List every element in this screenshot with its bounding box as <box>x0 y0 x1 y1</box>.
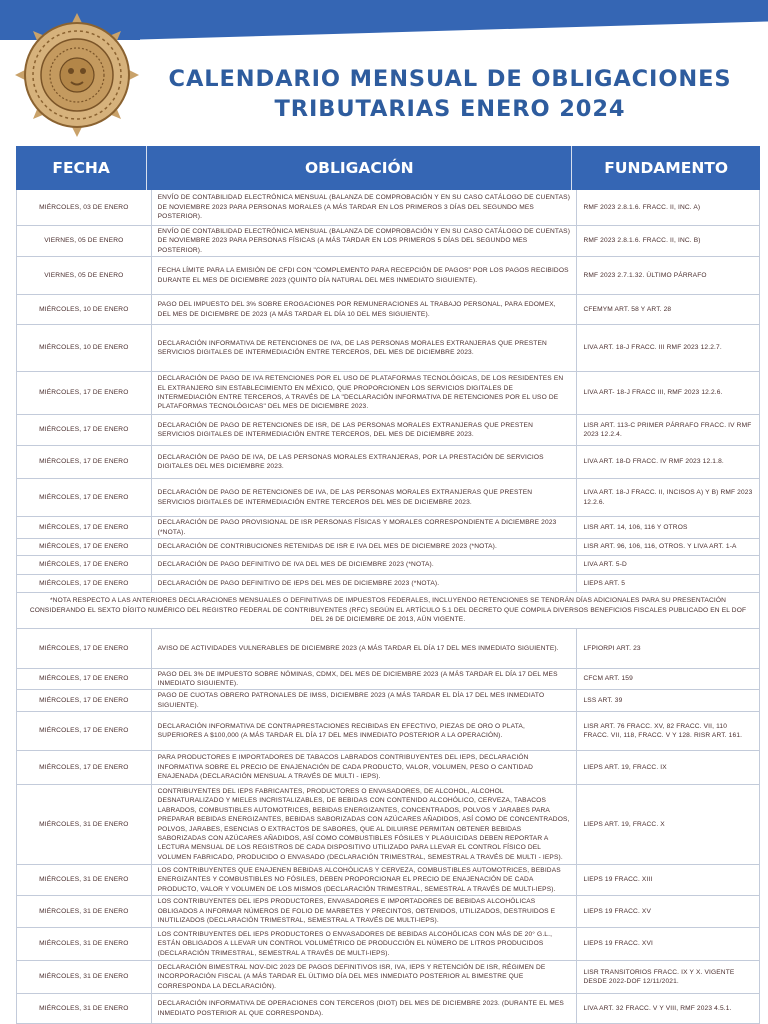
obligation-cell: DECLARACIÓN DE PAGO DE RETENCIONES DE ISR, DE LAS PERSONAS MORALES EXTRANJERAS QUE PRESTEN SERVICIOS DIGITALES DE INTERMEDIACIÓN ENTRE TERCEROS, DEL MES DE DICIEMBRE 2023. <box>152 415 578 445</box>
table-row <box>16 226 760 257</box>
date-cell: MIÉRCOLES, 17 DE ENERO <box>17 556 152 574</box>
table-row <box>16 785 760 865</box>
table-row <box>16 575 760 593</box>
basis-cell: LISR ART. 76 FRACC. XV, 82 FRACC. VII, 110 FRACC. VII, 118, FRACC. V Y 128. RISR ART. 161. <box>583 722 743 739</box>
date-cell: MIÉRCOLES, 17 DE ENERO <box>17 575 152 592</box>
table-row <box>16 372 760 415</box>
table-row <box>16 295 760 325</box>
date-cell: MIÉRCOLES, 17 DE ENERO <box>17 517 152 538</box>
aztec-calendar-logo <box>14 12 140 138</box>
obligation-cell: DECLARACIÓN BIMESTRAL NOV-DIC 2023 DE PAGOS DEFINITIVOS ISR, IVA, IEPS Y RETENCIÓN DE ISR, RÉGIMEN DE INCORPORACIÓN FISCAL (A MÁS TARDAR EL ÚLTIMO DÍA DEL MES INMEDIATO POSTERIOR AL BIMESTRE QUE CORRESPONDA LA DECLARACIÓN). <box>152 961 578 993</box>
date-cell: MIÉRCOLES, 17 DE ENERO <box>17 751 152 784</box>
table-row <box>16 539 760 556</box>
table-note: *NOTA RESPECTO A LAS ANTERIORES DECLARACIONES MENSUALES O DEFINITIVAS DE IMPUESTOS FEDERALES, INCLUYENDO RETENCIONES SE TENDRÁN DÍAS ADICIONALES PARA SU PRESENTACIÓN CONSIDERANDO EL SEXTO DÍGITO NUMÉRICO DEL REGISTRO FEDERAL DE CONTRIBUYENTES (RFC) SEGÚN EL ARTÍCULO 5.1 DEL DECRETO QUE COMPILA DIVERSOS BENEFICIOS FISCALES PUBLICADO EN EL DOF DEL 26 DE DICIEMBRE DE 2013, AÚN VIGENTE. <box>16 593 760 629</box>
table-row <box>16 751 760 785</box>
obligation-cell: CONTRIBUYENTES DEL IEPS FABRICANTES, PRODUCTORES O ENVASADORES, DE ALCOHOL, ALCOHOL DESNATURALIZADO Y MIELES INCRISTALIZABLES, DE BEBIDAS CON CONTENIDO ALCOHÓLICO, CERVEZA, TABACOS LABRADOS, COMBUSTIBLES AUTOMOTRICES, BEBIDAS ENERGIZANTES, CONCENTRADOS, POLVOS Y JARABES PARA PREPARAR BEBIDAS ENERGIZANTES, BEBIDAS SABORIZADAS CON AZÚCARES AÑADIDOS, ASÍ COMO DE CONCENTRADOS, POLVOS, JARABES, ESENCIAS O EXTRACTOS DE SABORES, QUE AL DILUIRSE PERMITAN OBTENER BEBIDAS SABORIZADAS CON AZÚCARES AÑADIDOS, ASÍ COMO COMBUSTIBLES FÓSILES Y PLAGUICIDAS DEBEN REPORTAR A LECTURA MENSUAL DE LOS REGISTROS DE CADA DISPOSITIVO UTILIZADO PARA LLEVAR EL CONTROL FÍSICO DEL VOLUMEN FABRICADO, PRODUCIDO O ENVASADO (DECLARACIÓN TRIMESTRAL, SEMESTRAL A TRAVÉS DE MULTI - IEPS). <box>152 785 578 864</box>
header-obligacion: OBLIGACIÓN <box>147 146 572 190</box>
basis-cell: LIVA ART. 18-J FRACC. III RMF 2023 12.2.7. <box>583 344 722 352</box>
obligation-cell: LOS CONTRIBUYENTES DEL IEPS PRODUCTORES, ENVASADORES E IMPORTADORES DE BEBIDAS ALCOHÓLICAS OBLIGADOS A INFORMAR NÚMEROS DE FOLIO DE MARBETES Y PRECINTOS, OBTENIDOS, UTILIZADOS, DESTRUIDOS E INUTILIZADOS (DECLARACIÓN TRIMESTRAL, SEMESTRAL A TRAVÉS DE MULTI-IEPS). <box>152 896 578 927</box>
basis-cell: LIVA ART. 5-D <box>583 561 627 569</box>
obligation-cell: DECLARACIÓN DE PAGO DEFINITIVO DE IVA DEL MES DE DICIEMBRE 2023 (*NOTA). <box>152 556 578 574</box>
table-row <box>16 669 760 690</box>
date-cell: VIERNES, 05 DE ENERO <box>17 257 152 294</box>
basis-cell: LIEPS ART. 19, FRACC. X <box>583 820 665 828</box>
table-row <box>16 896 760 928</box>
basis-cell: LIEPS ART. 19, FRACC. IX <box>583 763 667 771</box>
basis-cell: LIVA ART. 18-D FRACC. IV RMF 2023 12.1.8. <box>583 458 724 466</box>
table-row <box>16 994 760 1024</box>
table-row <box>16 712 760 751</box>
basis-cell: LIEPS 19 FRACC. XIII <box>583 876 653 884</box>
obligation-cell: LOS CONTRIBUYENTES DEL IEPS PRODUCTORES O ENVASADORES DE BEBIDAS ALCOHÓLICAS CON MÁS DE 20° G.L., ESTÁN OBLIGADOS A LLEVAR UN CONTROL VOLUMÉTRICO DE PRODUCCIÓN EL NÚMERO DE LITROS PRODUCIDOS (DECLARACIÓN TRIMESTRAL, SEMESTRAL A TRAVÉS DE MULTI-IEPS). <box>152 928 578 960</box>
obligation-cell: PARA PRODUCTORES E IMPORTADORES DE TABACOS LABRADOS CONTRIBUYENTES DEL IEPS, DECLARACIÓN INFORMATIVA SOBRE EL PRECIO DE ENAJENACIÓN DE CADA PRODUCTO, VALOR, VOLUMEN, PESO O CANTIDAD ENAJENADA (DECLARACIÓN MENSUAL A TRAVÉS DE MULTI - IEPS). <box>152 751 578 784</box>
date-cell: MIÉRCOLES, 17 DE ENERO <box>17 415 152 445</box>
basis-cell: CFCM ART. 159 <box>583 675 633 683</box>
obligation-cell: DECLARACIÓN INFORMATIVA DE OPERACIONES CON TERCEROS (DIOT) DEL MES DE DICIEMBRE 2023. (DURANTE EL MES INMEDIATO POSTERIOR AL QUE CORRESPONDA). <box>152 994 578 1023</box>
rows-group-b <box>16 629 760 1024</box>
date-cell: MIÉRCOLES, 10 DE ENERO <box>17 295 152 324</box>
obligation-cell: DECLARACIÓN DE PAGO DEFINITIVO DE IEPS DEL MES DE DICIEMBRE 2023 (*NOTA). <box>152 575 578 592</box>
table-row <box>16 928 760 961</box>
table-row <box>16 479 760 517</box>
obligation-cell: AVISO DE ACTIVIDADES VULNERABLES DE DICIEMBRE 2023 (A MÁS TARDAR EL DÍA 17 DEL MES INMEDIATO SIGUIENTE). <box>152 629 578 668</box>
date-cell: MIÉRCOLES, 17 DE ENERO <box>17 669 152 689</box>
date-cell: MIÉRCOLES, 31 DE ENERO <box>17 896 152 927</box>
basis-cell: LFPIORPI ART. 23 <box>583 644 641 652</box>
basis-cell: LIVA ART. 18-J FRACC. II, INCISOS A) Y B) RMF 2023 12.2.6. <box>583 489 753 506</box>
basis-cell: RMF 2023 2.8.1.6. FRACC. II, INC. A) <box>583 203 701 211</box>
date-cell: MIÉRCOLES, 03 DE ENERO <box>17 190 152 225</box>
obligation-cell: DECLARACIÓN DE PAGO DE IVA RETENCIONES POR EL USO DE PLATAFORMAS TECNOLÓGICAS, DE LOS RESIDENTES EN EL EXTRANJERO SIN ESTABLECIMIENTO EN MÉXICO, QUE PROPORCIONEN LOS SERVICIOS DIGITALES DE INTERMEDIACIÓN ENTRE TERCEROS, A TRAVÉS DE LA "DECLARACIÓN INFORMATIVA DE RETENCIONES POR EL USO DE PLATAFORMAS TECNOLÓGICAS" DEL MES DE DICIEMBRE 2023. <box>152 372 578 414</box>
table-row <box>16 190 760 226</box>
obligations-table <box>16 146 760 1024</box>
table-row <box>16 556 760 575</box>
table-row <box>16 961 760 994</box>
obligation-cell: PAGO DEL 3% DE IMPUESTO SOBRE NÓMINAS, CDMX, DEL MES DE DICIEMBRE 2023 (A MÁS TARDAR EL DÍA 17 DEL MES INMEDIATO SIGUIENTE). <box>152 669 578 689</box>
basis-cell: LIEPS ART. 5 <box>583 579 626 587</box>
table-row <box>16 257 760 295</box>
table-header <box>16 146 760 190</box>
table-row <box>16 446 760 479</box>
header-fecha: FECHA <box>16 146 147 190</box>
page-title <box>150 64 750 124</box>
date-cell: MIÉRCOLES, 10 DE ENERO <box>17 325 152 371</box>
obligation-cell: LOS CONTRIBUYENTES QUE ENAJENEN BEBIDAS ALCOHÓLICAS Y CERVEZA, COMBUSTIBLES AUTOMOTRICES, BEBIDAS ENERGIZANTES Y COMBUSTIBLES NO FÓSILES, DEBEN PROPORCIONAR EL PRECIO DE ENAJENACIÓN DE CADA PRODUCTO, VALOR Y VOLUMEN DE LOS MISMOS (DECLARACIÓN TRIMESTRAL, SEMESTRAL A TRAVÉS DE MULTI-IEPS). <box>152 865 578 895</box>
table-row <box>16 517 760 539</box>
date-cell: MIÉRCOLES, 17 DE ENERO <box>17 479 152 516</box>
obligation-cell: DECLARACIÓN DE CONTRIBUCIONES RETENIDAS DE ISR E IVA DEL MES DE DICIEMBRE 2023 (*NOTA). <box>152 539 578 555</box>
obligation-cell: DECLARACIÓN INFORMATIVA DE CONTRAPRESTACIONES RECIBIDAS EN EFECTIVO, PIEZAS DE ORO O PLATA, SUPERIORES A $100,000 (A MÁS TARDAR EL DÍA 17 DEL MES INMEDIATO POSTERIOR A LA OPERACIÓN). <box>152 712 578 750</box>
obligation-cell: DECLARACIÓN DE PAGO PROVISIONAL DE ISR PERSONAS FÍSICAS Y MORALES CORRESPONDIENTE A DICIEMBRE 2023 (*NOTA). <box>152 517 578 538</box>
obligation-cell: DECLARACIÓN DE PAGO DE RETENCIONES DE IVA, DE LAS PERSONAS MORALES EXTRANJERAS QUE PRESTEN SERVICIOS DIGITALES DE INTERMEDIACIÓN ENTRE TERCEROS DEL MES DE DICIEMBRE 2023. <box>152 479 578 516</box>
obligation-cell: DECLARACIÓN INFORMATIVA DE RETENCIONES DE IVA, DE LAS PERSONAS MORALES EXTRANJERAS QUE PRESTEN SERVICIOS DIGITALES DE INTERMEDIACIÓN ENTRE TERCEROS, DEL MES DE DICIEMBRE 2023. <box>152 325 578 371</box>
title-line-1: CALENDARIO MENSUAL DE OBLIGACIONES <box>168 66 732 92</box>
table-row <box>16 325 760 372</box>
date-cell: VIERNES, 05 DE ENERO <box>17 226 152 256</box>
obligation-cell: ENVÍO DE CONTABILIDAD ELECTRÓNICA MENSUAL (BALANZA DE COMPROBACIÓN Y EN SU CASO CATÁLOGO DE CUENTAS) DE NOVIEMBRE 2023 PARA PERSONAS FÍSICAS (A MÁS TARDAR EN LOS PRIMEROS 5 DÍAS DEL SEGUNDO MES POSTERIOR). <box>152 226 578 256</box>
date-cell: MIÉRCOLES, 31 DE ENERO <box>17 961 152 993</box>
basis-cell: LIEPS 19 FRACC. XVI <box>583 940 654 948</box>
obligation-cell: PAGO DE CUOTAS OBRERO PATRONALES DE IMSS, DICIEMBRE 2023 (A MÁS TARDAR EL DÍA 17 DEL MES INMEDIATO SIGUIENTE). <box>152 690 578 711</box>
basis-cell: LISR TRANSITORIOS FRACC. IX Y X. VIGENTE DESDE 2022-DOF 12/11/2021. <box>583 968 735 985</box>
date-cell: MIÉRCOLES, 17 DE ENERO <box>17 372 152 414</box>
basis-cell: LISR ART. 113-C PRIMER PÁRRAFO FRACC. IV RMF 2023 12.2.4. <box>583 421 752 438</box>
title-line-2: TRIBUTARIAS ENERO 2024 <box>274 96 626 122</box>
date-cell: MIÉRCOLES, 17 DE ENERO <box>17 629 152 668</box>
table-row <box>16 629 760 669</box>
basis-cell: LISR ART. 96, 106, 116, OTROS. Y LIVA ART. 1-A <box>583 543 737 551</box>
basis-cell: CFEMYM ART. 58 Y ART. 28 <box>583 305 672 313</box>
date-cell: MIÉRCOLES, 17 DE ENERO <box>17 712 152 750</box>
table-row <box>16 690 760 712</box>
obligation-cell: PAGO DEL IMPUESTO DEL 3% SOBRE EROGACIONES POR REMUNERACIONES AL TRABAJO PERSONAL, PARA EDOMEX, DEL MES DE DICIEMBRE DE 2023 (A MÁS TARDAR EL DÍA 10 DEL MES SIGUIENTE). <box>152 295 578 324</box>
date-cell: MIÉRCOLES, 31 DE ENERO <box>17 928 152 960</box>
basis-cell: RMF 2023 2.8.1.6. FRACC. II, INC. B) <box>583 237 701 245</box>
table-row <box>16 865 760 896</box>
date-cell: MIÉRCOLES, 17 DE ENERO <box>17 539 152 555</box>
date-cell: MIÉRCOLES, 31 DE ENERO <box>17 994 152 1023</box>
obligation-cell: DECLARACIÓN DE PAGO DE IVA, DE LAS PERSONAS MORALES EXTRANJERAS, POR LA PRESTACIÓN DE SERVICIOS DIGITALES DEL MES DICIEMBRE 2023. <box>152 446 578 478</box>
basis-cell: LIVA ART- 18-J FRACC III, RMF 2023 12.2.6. <box>583 389 723 397</box>
basis-cell: LISR ART. 14, 106, 116 Y OTROS <box>583 523 688 531</box>
basis-cell: LIEPS 19 FRACC. XV <box>583 907 652 915</box>
date-cell: MIÉRCOLES, 17 DE ENERO <box>17 446 152 478</box>
date-cell: MIÉRCOLES, 31 DE ENERO <box>17 785 152 864</box>
date-cell: MIÉRCOLES, 17 DE ENERO <box>17 690 152 711</box>
header-fundamento: FUNDAMENTO <box>604 159 729 177</box>
basis-cell: LIVA ART. 32 FRACC. V Y VIII, RMF 2023 4.5.1. <box>583 1004 732 1012</box>
obligation-cell: FECHA LÍMITE PARA LA EMISIÓN DE CFDI CON "COMPLEMENTO PARA RECEPCIÓN DE PAGOS" POR LOS PAGOS RECIBIDOS DURANTE EL MES DE DICIEMBRE 2023 (QUINTO DÍA NATURAL DEL MES INMEDIATO SIGUIENTE). <box>152 257 578 294</box>
basis-cell: LSS ART. 39 <box>583 696 623 704</box>
date-cell: MIÉRCOLES, 31 DE ENERO <box>17 865 152 895</box>
rows-group-a <box>16 190 760 593</box>
obligation-cell: ENVÍO DE CONTABILIDAD ELECTRÓNICA MENSUAL (BALANZA DE COMPROBACIÓN Y EN SU CASO CATÁLOGO DE CUENTAS) DE NOVIEMBRE 2023 PARA PERSONAS MORALES (A MÁS TARDAR EN LOS PRIMEROS 3 DÍAS DEL SEGUNDO MES POSTERIOR). <box>152 190 578 225</box>
basis-cell: RMF 2023 2.7.1.32. ÚLTIMO PÁRRAFO <box>583 271 707 279</box>
table-row <box>16 415 760 446</box>
